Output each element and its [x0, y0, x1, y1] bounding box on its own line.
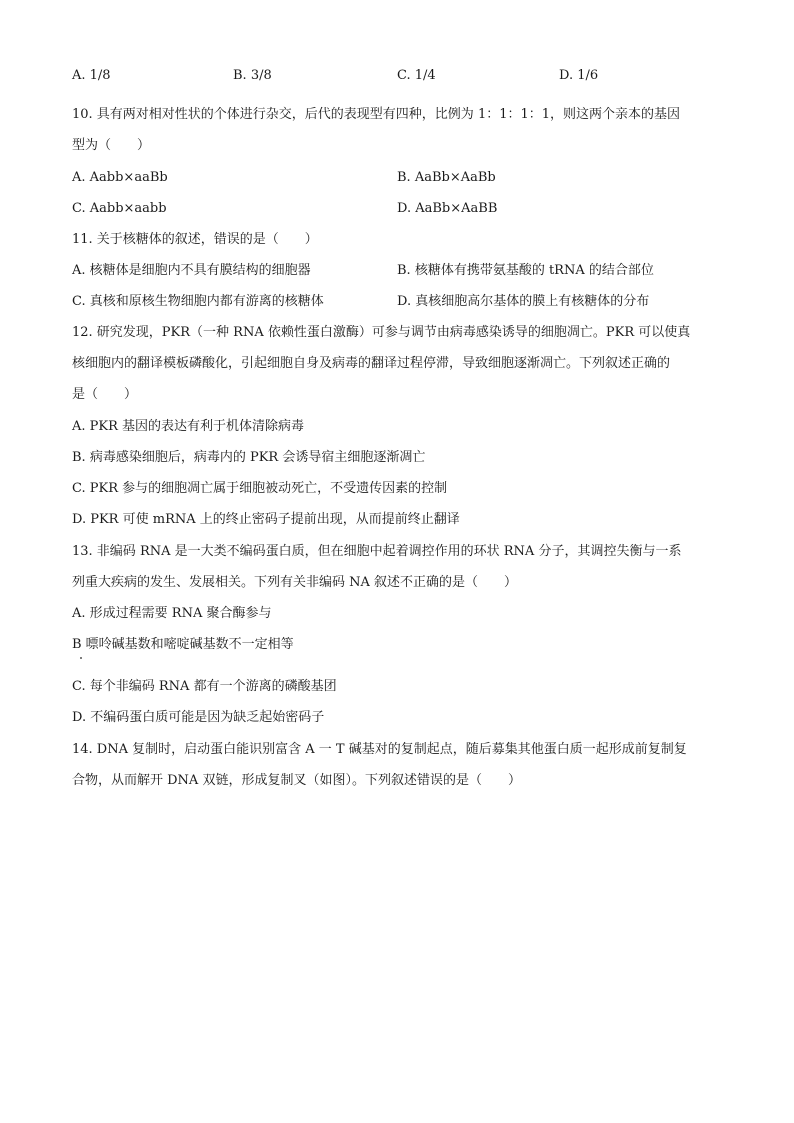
q10-option-c: C. Aabb×aabb: [72, 201, 167, 216]
q10-option-a: A. Aabb×aaBb: [72, 170, 168, 185]
q12-option-d: D. PKR 可使 mRNA 上的终止密码子提前出现，从而提前终止翻译: [72, 512, 460, 527]
q10-stem-line1: 10. 具有两对相对性状的个体进行杂交，后代的表现型有四种，比例为 1：1：1：1，则这两个亲本的基因: [72, 107, 681, 122]
q13-option-b: B 嘌呤碱基数和嘧啶碱基数不一定相等: [72, 637, 294, 652]
q12-stem-line2: 核细胞内的翻译模板磷酸化，引起细胞自身及病毒的翻译过程停滞，导致细胞逐渐凋亡。下列叙述正确的: [72, 356, 671, 371]
q12-option-b: B. 病毒感染细胞后，病毒内的 PKR 会诱导宿主细胞逐渐凋亡: [72, 450, 426, 465]
q9-option-d: D. 1/6: [559, 68, 599, 83]
q9-option-b: B. 3/8: [233, 68, 272, 83]
q12-stem-line1: 12. 研究发现，PKR（一种 RNA 依赖性蛋白激酶）可参与调节由病毒感染诱导的细胞凋亡。PKR 可以使真: [72, 325, 691, 340]
q11-option-a: A. 核糖体是细胞内不具有膜结构的细胞器: [72, 263, 311, 278]
q11-stem: 11. 关于核糖体的叙述，错误的是（ ）: [72, 232, 318, 247]
q14-stem-line1: 14. DNA 复制时，启动蛋白能识别富含 A 一 T 碱基对的复制起点，随后募集其他蛋白质一起形成前复制复: [72, 742, 687, 757]
q13-option-c: C. 每个非编码 RNA 都有一个游离的磷酸基团: [72, 679, 337, 694]
q10-stem-line2: 型为（ ）: [72, 138, 151, 153]
q11-option-d: D. 真核细胞高尔基体的膜上有核糖体的分布: [397, 294, 650, 309]
q12-stem-line3: 是（ ）: [72, 387, 138, 402]
q12-option-a: A. PKR 基因的表达有利于机体清除病毒: [72, 419, 305, 434]
q13-option-d: D. 不编码蛋白质可能是因为缺乏起始密码子: [72, 710, 325, 725]
q13-stem-line2: 列重大疾病的发生、发展相关。下列有关非编码 NA 叙述不正确的是（ ）: [72, 575, 518, 590]
q10-option-d: D. AaBb×AaBB: [397, 201, 498, 216]
q10-option-b: B. AaBb×AaBb: [397, 170, 496, 185]
q11-option-b: B. 核糖体有携带氨基酸的 tRNA 的结合部位: [397, 263, 654, 278]
stray-dot: [80, 657, 82, 659]
q12-option-c: C. PKR 参与的细胞凋亡属于细胞被动死亡，不受遗传因素的控制: [72, 481, 448, 496]
q13-stem-line1: 13. 非编码 RNA 是一大类不编码蛋白质，但在细胞中起着调控作用的环状 RNA 分子，其调控失衡与一系: [72, 544, 682, 559]
q9-option-a: A. 1/8: [72, 68, 111, 83]
q13-option-a: A. 形成过程需要 RNA 聚合酶参与: [72, 606, 272, 621]
q9-option-c: C. 1/4: [397, 68, 436, 83]
q11-option-c: C. 真核和原核生物细胞内都有游离的核糖体: [72, 294, 324, 309]
q14-stem-line2: 合物，从而解开 DNA 双链，形成复制叉（如图）。下列叙述错误的是（ ）: [72, 773, 521, 788]
